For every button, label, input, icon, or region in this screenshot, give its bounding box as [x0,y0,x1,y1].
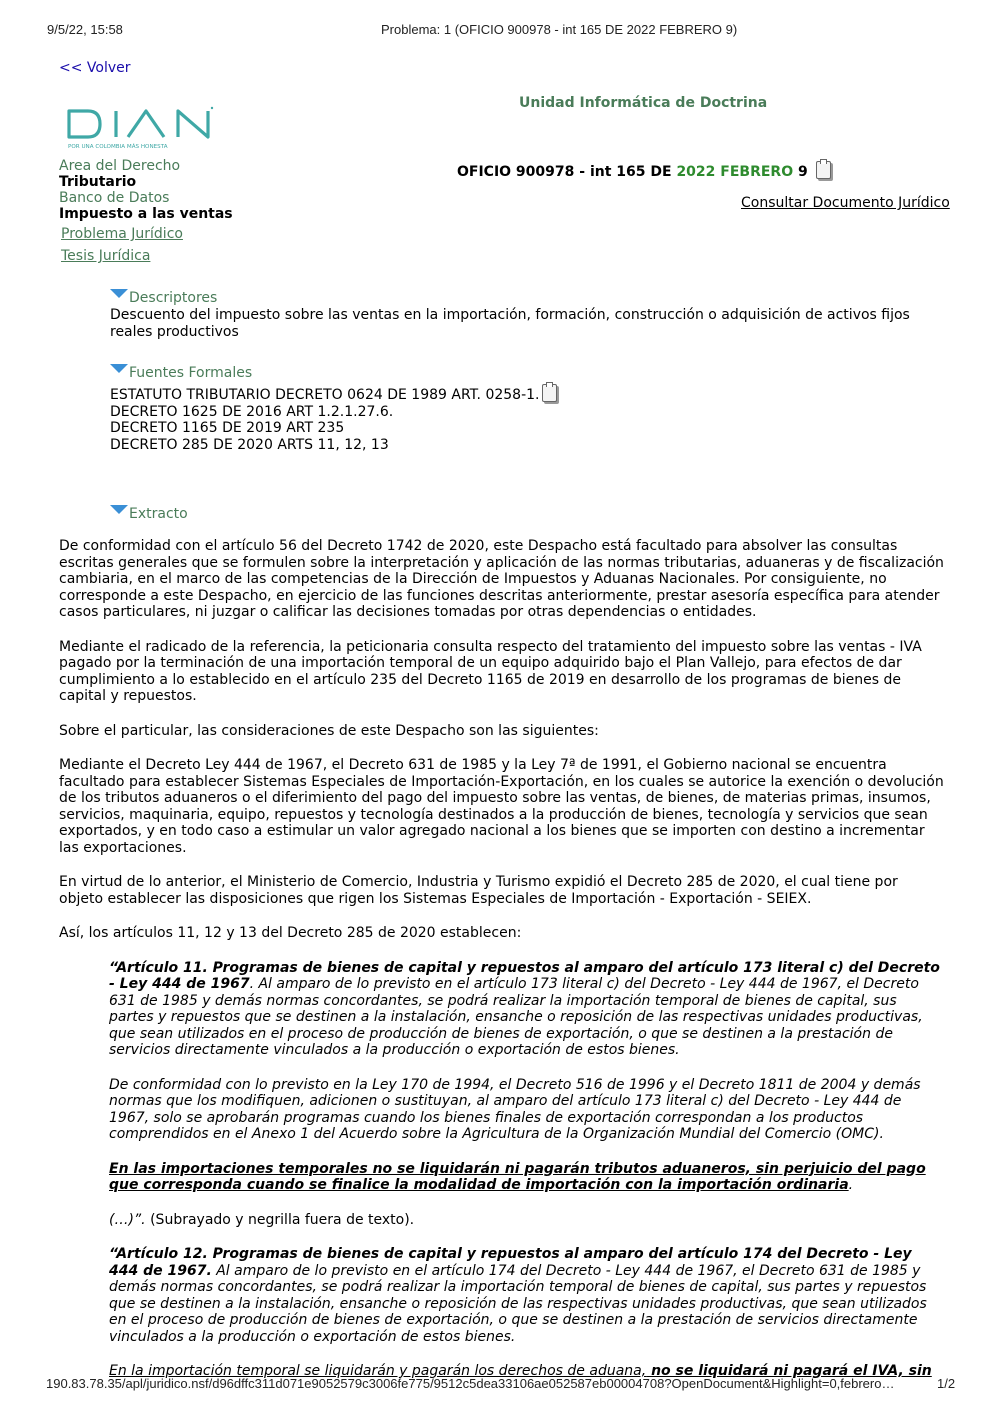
paragraph: En virtud de lo anterior, el Ministerio de Comercio, Industria y Turismo expidió el Decreto 285 de 2020, el cual tiene por objeto establecer las disposiciones que rigen los Sistemas Especiales de Importación - Exportación - SEIEX. [59,874,898,907]
logo-tagline: POR UNA COLOMBIA MÁS HONESTA [68,144,168,150]
dian-logo [66,104,218,152]
oficio-date: 2022 FEBRERO [676,164,794,180]
article-11-emphasis: En las importaciones temporales no se liquidarán ni pagarán tributos aduaneros, sin perjuicio del pago que corresponda cuando se finalice la modalidad de importación con la importación ordinaria. [109,1160,926,1193]
article-12-paragraph: En la importación temporal se liquidarán y pagarán los derechos de aduana, no se liquidará ni pagará el IVA, sin [109,1363,932,1379]
expand-triangle-icon [110,289,128,298]
expand-triangle-icon [110,505,128,514]
bank-value: Impuesto a las ventas [59,206,233,222]
expand-triangle-icon [110,364,128,373]
back-link[interactable]: << Volver [59,60,131,76]
fuente-line: DECRETO 1625 DE 2016 ART 1.2.1.27.6. [110,403,394,420]
oficio-title [457,161,831,180]
print-url: 190.83.78.35/apl/juridico.nsf/d96dffc311d071e9052579c3006fe775/9512c5dea33106ae052587eb00004708?OpenDocument&Highlight=0,febrero… [46,1376,895,1391]
clipboard-icon[interactable] [542,384,557,402]
paragraph: Sobre el particular, las consideraciones de este Despacho son las siguientes: [59,722,599,739]
fuente-line: DECRETO 1165 DE 2019 ART 235 [110,420,345,436]
clipboard-icon[interactable] [816,161,831,179]
article-11: “Artículo 11. Programas de bienes de capital y repuestos al amparo del artículo 173 literal c) del Decreto - Ley 444 de 1967. Al amparo de lo previsto en el artículo 173 literal c) del Decreto - Ley 444 de 1967, el Decreto 631 de 1985 y demás normas concordantes, se podrá realizar la importación temporal de bienes de capital, sus partes y repuestos que se destinen a la instalación, ensanche o reposición de las respectivas unidades productivas, que sean utilizados en el proceso de producción de bienes de exportación, o que se destinen a la prestación de servicios directamente vinculados a la producción o exportación de estos bienes. [109,959,940,1058]
paragraph: Mediante el radicado de la referencia, la peticionaria consulta respecto del tratamiento del impuesto sobre las ventas - IVA pagado por la terminación de una importación temporal de un equipo adquirido bajo el Plan Vallejo, para efectos de dar cumplimiento a lo establecido en el artículo 235 del Decreto 1165 de 2019 en desarrollo de los programas de bienes de capital y repuestos. [59,638,922,704]
extracto-body [59,538,944,1398]
area-value: Tributario [59,174,137,190]
descriptores-label: Descriptores [129,290,218,306]
page-number: 1/2 [937,1376,956,1391]
problema-juridico-link[interactable]: Problema Jurídico [61,226,183,242]
unit-title: Unidad Informática de Doctrina [519,95,768,111]
paragraph: Mediante el Decreto Ley 444 de 1967, el Decreto 631 de 1985 y la Ley 7ª de 1991, el Gobierno nacional se encuentra facultado para establecer Sistemas Especiales de Importación-Exportación, en los cuales se autorice la exención o devolución de los tributos aduaneros o el diferimiento del pago del impuesto sobre las ventas, de bienes, de materias primas, insumos, servicios, maquinaria, equipo, repuestos y tecnología destinados a la producción de bienes, tecnología y servicios que sean exportados, y en todo caso a estimular un valor agregado nacional a los bienes que se importen con destino a incrementar las exportaciones. [59,757,944,856]
fuentes-heading[interactable] [110,364,252,381]
area-label: Area del Derecho [59,158,181,174]
consultar-documento-link[interactable]: Consultar Documento Jurídico [741,195,950,211]
article-12: “Artículo 12. Programas de bienes de capital y repuestos al amparo del artículo 174 del Decreto - Ley 444 de 1967. Al amparo de lo previsto en el artículo 174 del Decreto - Ley 444 de 1967, el Decreto 631 de 1985 y demás normas concordantes, se podrá realizar la importación temporal de bienes de capital, sus partes y repuestos que se destinen a la instalación, ensanche o reposición de las respectivas unidades productivas, que sean utilizados en el proceso de producción de bienes de exportación, o que se destinen a la prestación de servicios directamente vinculados a la producción o exportación de estos bienes. [109,1246,927,1345]
paragraph: De conformidad con el artículo 56 del Decreto 1742 de 2020, este Despacho está facultado para absolver las consultas escritas generales que se formulen sobre la interpretación y aplicación de las normas tributarias, aduaneras y de fiscalización cambiaria, en el marco de las competencias de la Dirección de Impuestos y Aduanas Nacionales. Por consiguiente, no corresponde a este Despacho, en ejercicio de las funciones descritas anteriormente, prestar asesoría específica para atender casos particulares, ni juzgar o calificar las decisiones tomadas por otras dependencias o entidades. [59,538,944,620]
descriptores-heading[interactable] [110,289,217,306]
sidebar [59,158,233,266]
print-title: Problema: 1 (OFICIO 900978 - int 165 DE 2022 FEBRERO 9) [381,22,738,37]
quoted-articles [109,960,944,1380]
tesis-juridica-link[interactable]: Tesis Jurídica [61,248,151,264]
extracto-label: Extracto [129,506,188,522]
extracto-heading[interactable] [110,505,188,522]
oficio-prefix: OFICIO 900978 - int 165 DE [457,164,677,180]
fuentes-list [110,384,950,453]
fuente-line: ESTATUTO TRIBUTARIO DECRETO 0624 DE 1989 ART. 0258-1. [110,384,950,404]
article-11-close: (…)”. (Subrayado y negrilla fuera de texto). [109,1211,415,1228]
paragraph: Así, los artículos 11, 12 y 13 del Decreto 285 de 2020 establecen: [59,925,522,941]
fuentes-label: Fuentes Formales [129,365,253,381]
descriptores-text: Descuento del impuesto sobre las ventas en la importación, formación, construcción o adquisición de activos fijos reales productivos [110,307,910,340]
bank-label: Banco de Datos [59,190,170,206]
print-date: 9/5/22, 15:58 [47,22,123,37]
article-11-paragraph: De conformidad con lo previsto en la Ley 170 de 1994, el Decreto 516 de 1996 y el Decreto 1811 de 2004 y demás normas que los modifiquen, adicionen o sustituyan, al amparo del artículo 173 literal c) del Decreto - Ley 444 de 1967, solo se aprobarán programas cuando los bienes finales de exportación correspondan a los productos comprendidos en el Anexo 1 del Acuerdo sobre la Agricultura de la Organización Mundial del Comercio (OMC). [109,1076,921,1142]
oficio-day: 9 [793,164,808,180]
fuente-line: DECRETO 285 DE 2020 ARTS 11, 12, 13 [110,436,389,453]
